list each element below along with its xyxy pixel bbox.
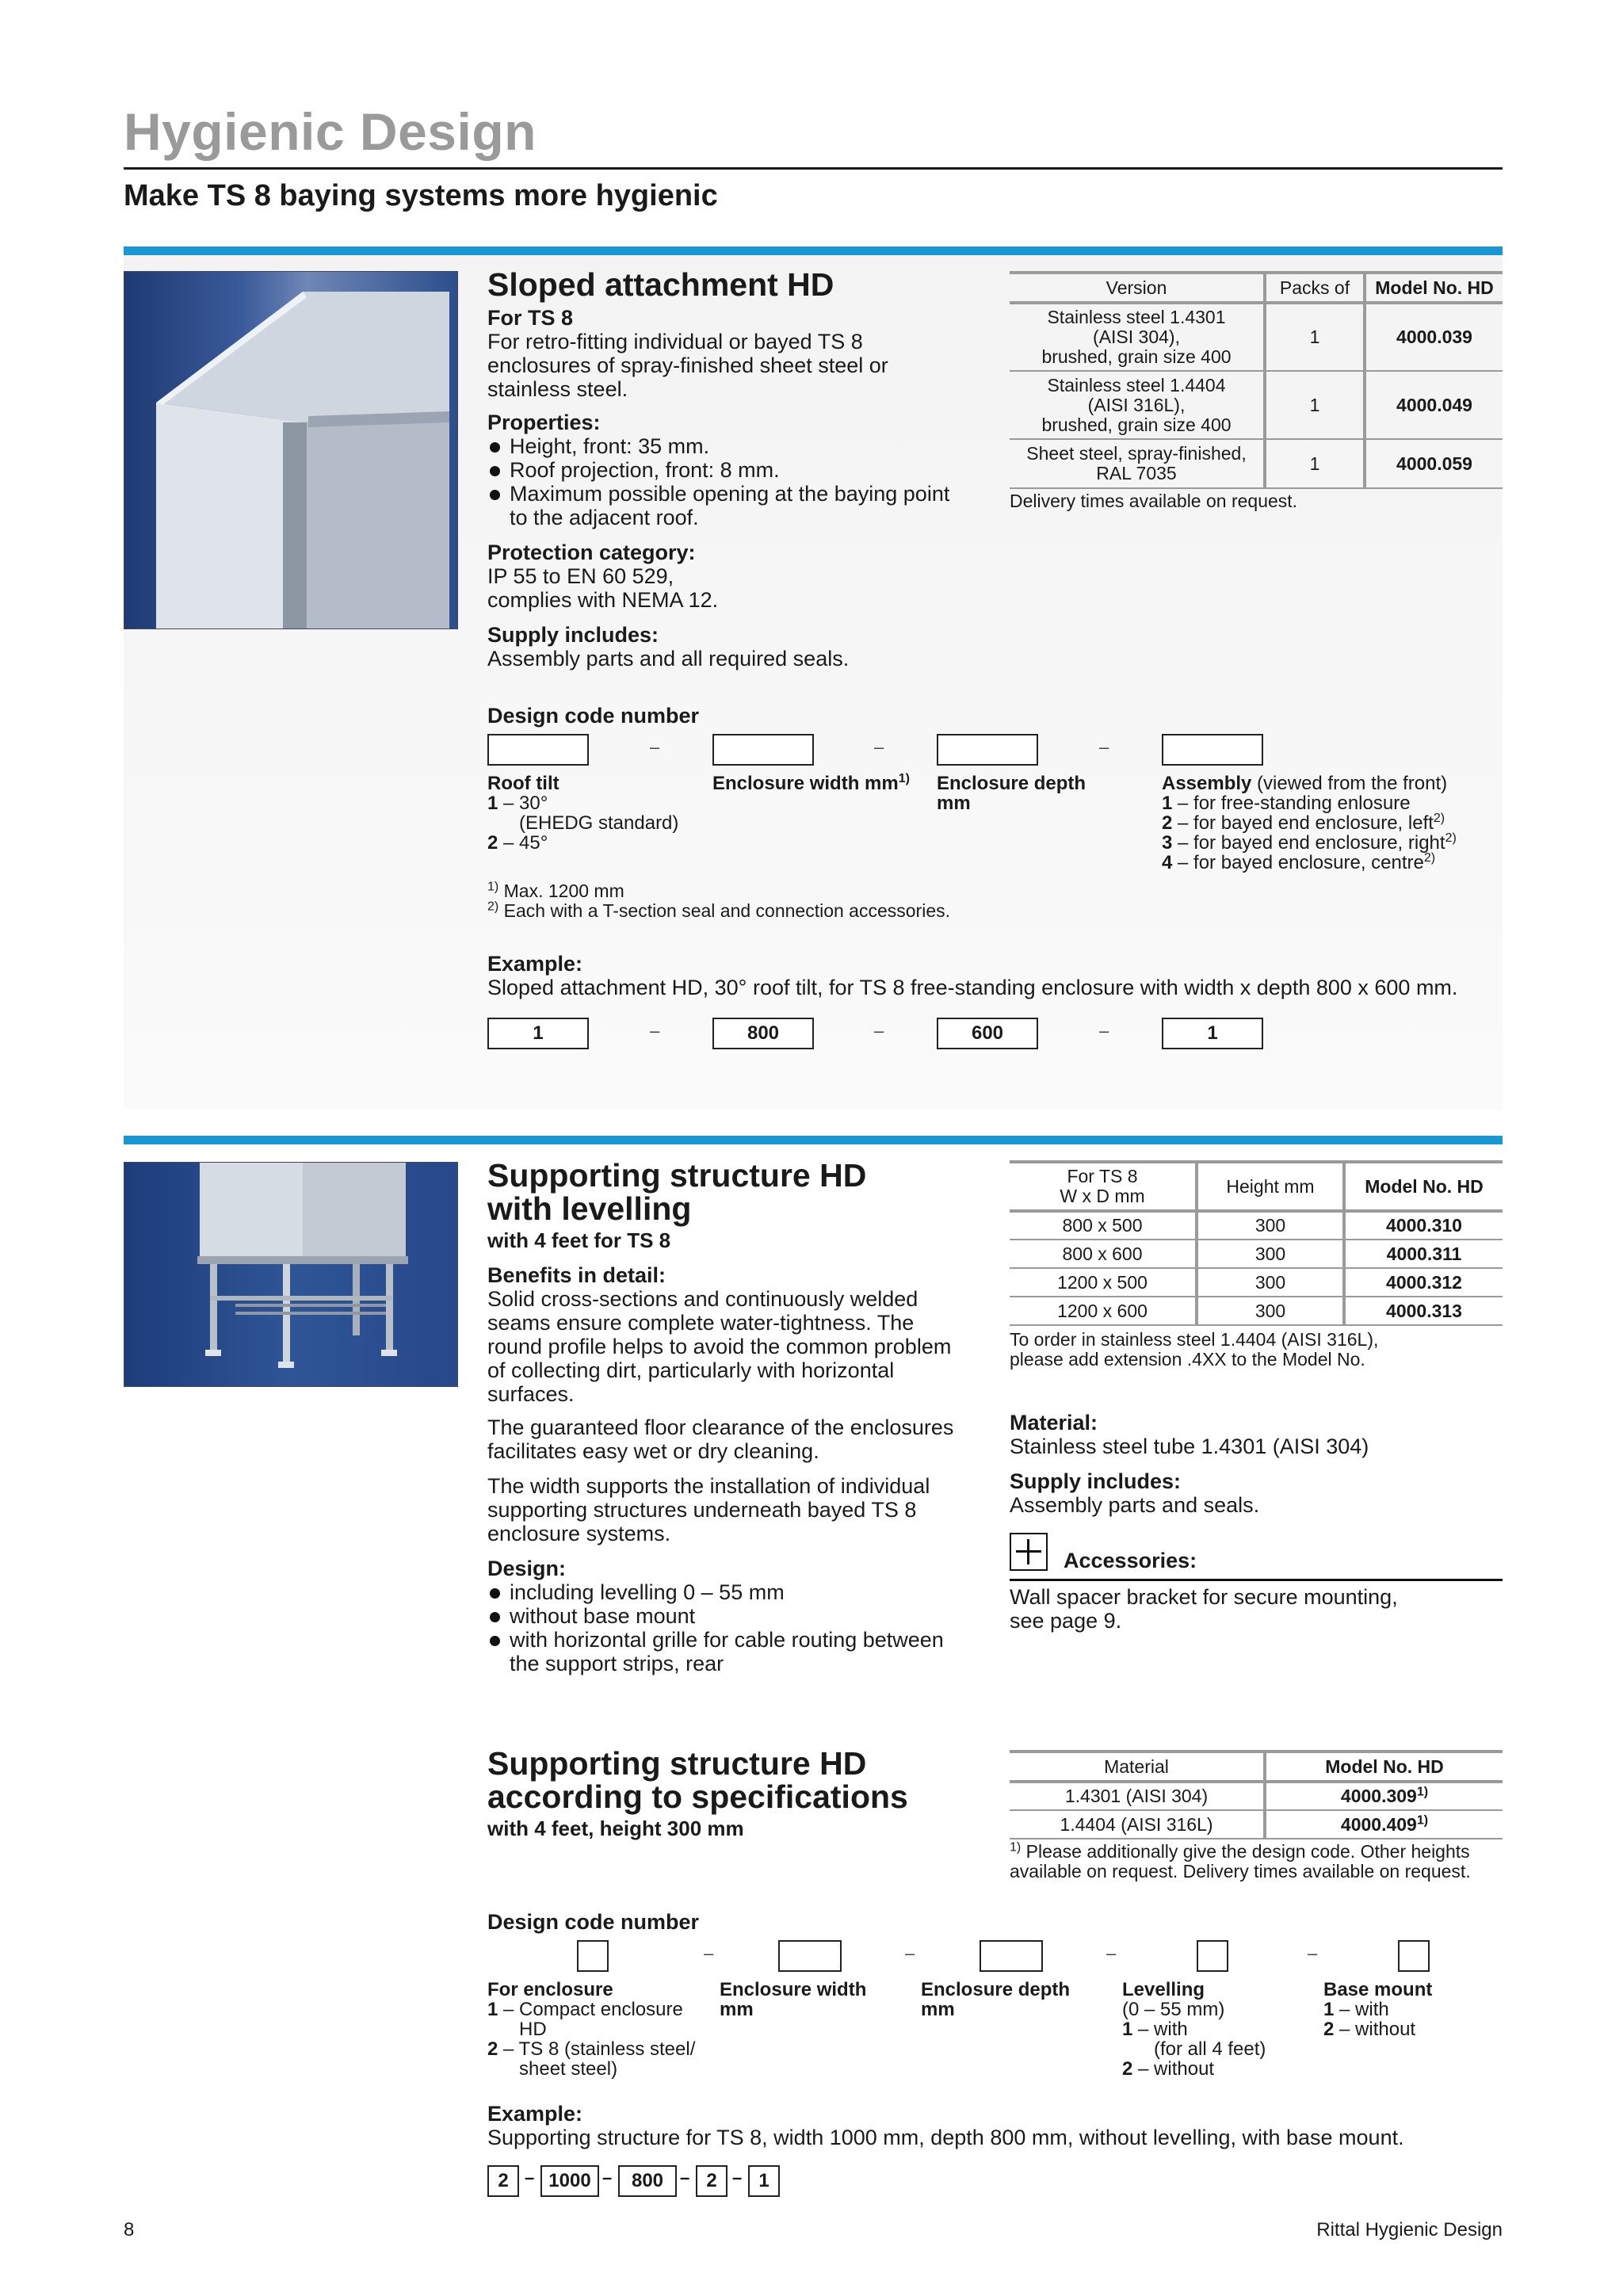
table-row: 1200 x 500 300 4000.312	[1010, 1268, 1503, 1297]
column-header: Height mm	[1197, 1162, 1344, 1211]
example-value-box: 1	[1162, 1018, 1263, 1049]
code-col-assembly: Assembly (viewed from the front) 1 – for free-standing enlosure 2 – for bayed end enclosure, left$^{2)}$ 3 – for bayed end enclosure, right$^{2)}$ 4 – for bayed enclosure, centre$^{2)}$	[1162, 773, 1457, 873]
table-row: 800 x 500 300 4000.310	[1010, 1211, 1503, 1240]
properties-label: Properties:	[487, 411, 601, 434]
column-header: Model No. HD	[1344, 1162, 1503, 1211]
design-list	[487, 1580, 944, 1652]
separator: –	[905, 1943, 915, 1963]
code-col-depth: Enclosure depth mm	[921, 1979, 1071, 2020]
code-box	[980, 1940, 1043, 1972]
table-cell: 4000.039	[1365, 303, 1503, 371]
separator: –	[650, 1021, 660, 1041]
material-table	[1010, 1750, 1503, 1839]
column-header: Packs of	[1265, 273, 1365, 303]
page-subtitle: Make TS 8 baying systems more hygienic	[124, 179, 718, 212]
size-table	[1010, 1160, 1503, 1326]
column-header: Version	[1010, 273, 1265, 303]
table-cell: Sheet steel, spray-finished, RAL 7035	[1010, 439, 1265, 488]
protection-text	[487, 564, 718, 612]
code-box	[577, 1940, 609, 1972]
list-item: including levelling 0 – 55 mm	[487, 1580, 944, 1604]
column-header: Material	[1010, 1752, 1265, 1782]
list-item: Maximum possible opening at the baying point	[487, 482, 949, 506]
code-col-depth: Enclosure depth mm	[937, 773, 1086, 814]
example-value-box: 1000	[540, 2165, 599, 2197]
table-row: 1200 x 600 300 4000.313	[1010, 1297, 1503, 1325]
list-item-continuation: to the adjacent roof.	[510, 506, 699, 529]
supply-text: Assembly parts and all required seals.	[487, 647, 850, 670]
design-code-label: Design code number	[487, 1910, 700, 1934]
table-note: To order in stainless steel 1.4404 (AISI 316L), please add extension .4XX to the Model No.	[1010, 1329, 1379, 1370]
example-value-box: 2	[696, 2165, 727, 2197]
code-col-roof-tilt: Roof tilt 1 – 30° (EHEDG standard) 2 – 45°	[487, 773, 679, 854]
table-row: 800 x 600 300 4000.311	[1010, 1240, 1503, 1268]
section-title-supporting-structure-levelling: Supporting structure HD with levelling	[487, 1157, 867, 1227]
section-subtitle: with 4 feet for TS 8	[487, 1228, 671, 1252]
table-row	[1010, 439, 1503, 488]
code-box	[778, 1940, 842, 1972]
column-header: Model No. HD	[1265, 1752, 1503, 1782]
section-title-sloped-attachment: Sloped attachment HD	[487, 266, 834, 303]
list-item: with horizontal grille for cable routing between	[487, 1628, 944, 1652]
table-note: $^{1)}$ Please additionally give the design code. Other heights available on request. Delivery times available on request.	[1010, 1840, 1471, 1881]
properties-list	[487, 434, 949, 506]
separator: –	[1099, 1021, 1109, 1041]
code-box	[712, 734, 814, 766]
accessories-label: Accessories:	[1064, 1549, 1197, 1572]
table-row: 1.4404 (AISI 316L) 4000.409$^{1)}$	[1010, 1810, 1503, 1839]
separator: –	[874, 1021, 884, 1041]
accessories-rule	[1010, 1579, 1503, 1581]
section-subtitle: with 4 feet, height 300 mm	[487, 1817, 744, 1840]
separator: –	[1308, 1943, 1318, 1963]
description	[487, 330, 888, 401]
width-paragraph: The width supports the installation of individual supporting structures underneath bayed TS 8 enclosure systems.	[487, 1474, 930, 1545]
example-label: Example:	[487, 2102, 583, 2126]
example-value-box: 2	[487, 2165, 519, 2197]
separator: –	[704, 1943, 714, 1963]
design-label: Design:	[487, 1557, 567, 1580]
code-col-base-mount: Base mount 1 – with 2 – without	[1323, 1979, 1433, 2040]
text-line: IP 55 to EN 60 529,	[487, 564, 674, 588]
section-divider	[124, 1136, 1503, 1144]
separator: –	[1106, 1943, 1117, 1963]
example-value-box: 1	[748, 2165, 780, 2197]
table-row	[1010, 371, 1503, 439]
list-item: Roof projection, front: 8 mm.	[487, 458, 949, 482]
separator: –	[602, 2168, 613, 2187]
text-line: complies with NEMA 12.	[487, 588, 719, 612]
table-note: Delivery times available on request.	[1010, 491, 1298, 511]
text-line: For retro-fitting individual or bayed TS 8	[487, 330, 863, 353]
title-rule	[124, 167, 1503, 170]
floor-clearance-paragraph: The guaranteed floor clearance of the enclosures facilitates easy wet or dry cleaning.	[487, 1415, 954, 1463]
column-header: For TS 8 W x D mm	[1010, 1162, 1197, 1211]
list-item-continuation: the support strips, rear	[510, 1652, 724, 1675]
text-line: stainless steel.	[487, 377, 628, 401]
example-text: Sloped attachment HD, 30° roof tilt, for TS 8 free-standing enclosure with width x depth 800 x 600 mm.	[487, 976, 1458, 999]
text-line: enclosures of spray-finished sheet steel or	[487, 353, 888, 377]
supply-text: Assembly parts and seals.	[1010, 1493, 1260, 1517]
for-label: For TS 8	[487, 306, 574, 330]
code-box	[937, 734, 1038, 766]
section-title-supporting-structure-specifications: Supporting structure HD according to specifications	[487, 1745, 908, 1815]
material-text: Stainless steel tube 1.4301 (AISI 304)	[1010, 1435, 1369, 1458]
separator: –	[525, 2168, 535, 2187]
plus-icon	[1010, 1533, 1048, 1571]
benefits-paragraph: Solid cross-sections and continuously welded seams ensure complete water-tightness. The round profile helps to avoid the common problem of collecting dirt, particularly with horizontal surfaces.	[487, 1287, 952, 1406]
accessories-text: Wall spacer bracket for secure mounting, see page 9.	[1010, 1585, 1398, 1633]
sloped-attachment-photo	[124, 271, 458, 629]
code-col-width: Enclosure width $mm^{1)}$	[712, 772, 910, 794]
table-cell: 1	[1265, 303, 1365, 371]
protection-label: Protection category:	[487, 541, 696, 564]
section-divider	[124, 246, 1503, 255]
supporting-structure-photo	[124, 1162, 458, 1387]
example-label: Example:	[487, 952, 583, 976]
supply-label: Supply includes:	[487, 623, 659, 647]
design-code-label: Design code number	[487, 704, 700, 728]
supply-label: Supply includes:	[1010, 1469, 1182, 1493]
table-row	[1010, 303, 1503, 371]
example-value-box: 1	[487, 1018, 589, 1049]
separator: –	[732, 2168, 743, 2187]
example-value-box: 600	[937, 1018, 1038, 1049]
separator: –	[1099, 737, 1109, 757]
table-cell: Stainless steel 1.4404 (AISI 316L), brushed, grain size 400	[1010, 371, 1265, 439]
footer-brand: Rittal Hygienic Design	[1316, 2219, 1503, 2241]
separator: –	[650, 737, 660, 757]
example-text: Supporting structure for TS 8, width 1000 mm, depth 800 mm, without levelling, with base mount.	[487, 2126, 1404, 2149]
code-col-levelling: Levelling (0 – 55 mm) 1 – with (for all 4 feet) 2 – without	[1122, 1979, 1266, 2080]
list-item: without base mount	[487, 1604, 944, 1628]
table-row: 1.4301 (AISI 304) 4000.309$^{1)}$	[1010, 1782, 1503, 1810]
material-label: Material:	[1010, 1411, 1098, 1435]
version-table	[1010, 271, 1503, 489]
example-value-box: 800	[618, 2165, 677, 2197]
code-box	[1197, 1940, 1228, 1972]
code-box	[487, 734, 589, 766]
column-header: Model No. HD	[1365, 273, 1503, 303]
list-item: Height, front: 35 mm.	[487, 434, 949, 458]
page-title: Hygienic Design	[124, 102, 537, 161]
code-box	[1162, 734, 1263, 766]
table-cell: 1	[1265, 439, 1365, 488]
table-cell: Stainless steel 1.4301 (AISI 304), brushed, grain size 400	[1010, 303, 1265, 371]
benefits-label: Benefits in detail:	[487, 1263, 666, 1287]
page-number: 8	[124, 2219, 135, 2241]
footnotes: $^{1)}$ Max. 1200 mm $^{2)}$ Each with a T-section seal and connection accessories.	[487, 880, 951, 921]
code-col-for-enclosure: For enclosure 1 – Compact enclosure HD 2 – TS 8 (stainless steel/ sheet steel)	[487, 1979, 696, 2080]
table-cell: 1	[1265, 371, 1365, 439]
table-cell: 4000.049	[1365, 371, 1503, 439]
code-col-width: Enclosure width mm	[720, 1979, 867, 2020]
separator: –	[680, 2168, 690, 2187]
separator: –	[874, 737, 884, 757]
table-cell: 4000.059	[1365, 439, 1503, 488]
example-value-box: 800	[712, 1018, 814, 1049]
code-box	[1398, 1940, 1430, 1972]
